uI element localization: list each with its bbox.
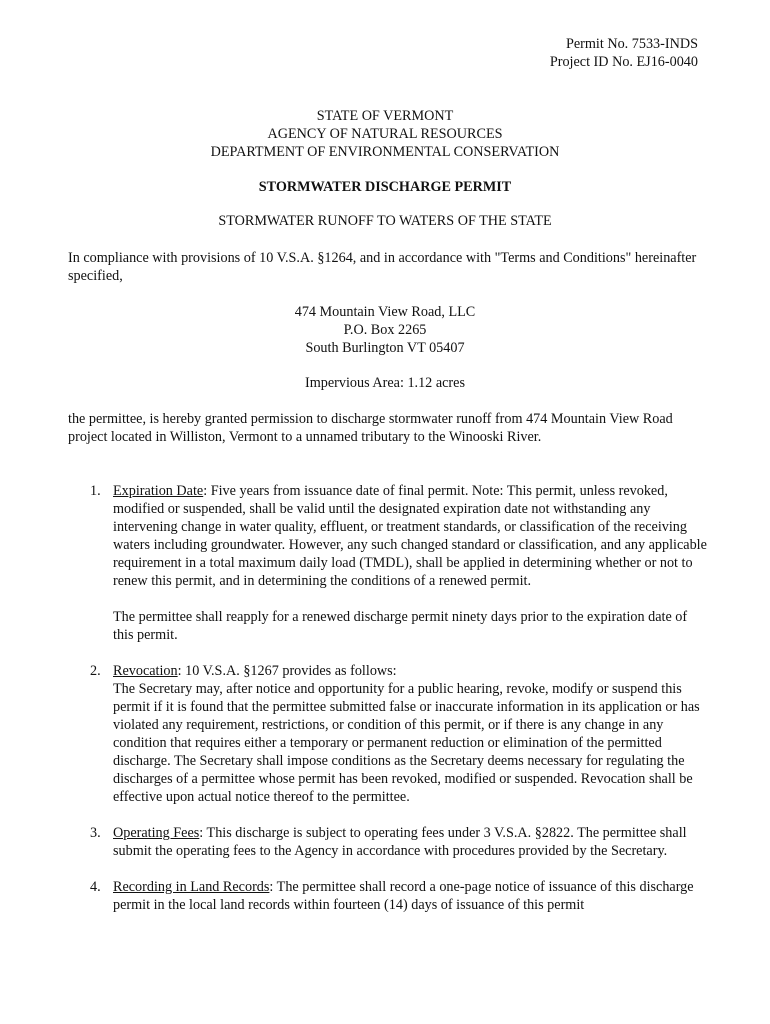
item-body: : Five years from issuance date of final permit. Note: This permit, unless revoked, modified or suspended, shall be valid until the designated expiration date not withstanding any intervening change in water quality, effluent, or treatment standards, or classification of the receiving waters including groundwater. However, any such changed standard or classification, and any applicable requirement in a total maximum daily load (TMDL), shall be applied in determining whether or not to renew this permit, and in determining the conditions of a renewed permit. [113, 483, 707, 589]
item-number: 2. [90, 663, 101, 679]
item-text [113, 878, 708, 914]
permittee-city: South Burlington VT 05407 [305, 340, 465, 356]
permit-identifiers [550, 35, 698, 71]
grant-paragraph: the permittee, is hereby granted permission to discharge stormwater runoff from 474 Mountain View Road project located in Williston, Vermont to a unnamed tributary to the Winooski River. [68, 411, 673, 445]
item-number: 4. [90, 879, 101, 895]
item-body: : This discharge is subject to operating fees under 3 V.S.A. §2822. The permittee shall submit the operating fees to the Agency in accordance with procedures provided by the Secretary. [113, 825, 687, 859]
item-body: : The permittee shall record a one-page notice of issuance of this discharge permit in the local land records within fourteen (14) days of issuance of this permit [113, 879, 694, 913]
impervious-area: Impervious Area: 1.12 acres [305, 375, 465, 391]
item-heading: Expiration Date [113, 483, 204, 499]
agency-name: AGENCY OF NATURAL RESOURCES [267, 126, 503, 142]
item-quoted-text: The Secretary may, after notice and opportunity for a public hearing, revoke, modify or suspend this permit if it is found that the permittee submitted false or inaccurate information in its application or has violated any requirement, restrictions, or condition of this permit, or if there is any change in any condition that requires either a temporary or permanent reduction or elimination of the permitted discharge. The Secretary shall impose conditions as the Secretary deems necessary for regulating the discharges of a permittee whose permit has been revoked, modified or suspended. Revocation shall be effective upon actual notice thereof to the permittee. [113, 681, 700, 805]
item-text [113, 824, 708, 860]
item-heading: Revocation [113, 663, 178, 679]
condition-item-fees [68, 824, 708, 860]
condition-item-land-records [68, 878, 708, 914]
project-id: Project ID No. EJ16-0040 [549, 54, 698, 70]
item-number: 3. [90, 825, 101, 841]
condition-item-expiration [68, 482, 708, 644]
permittee-address [0, 303, 770, 357]
item-heading: Recording in Land Records [113, 879, 270, 895]
permit-title: STORMWATER DISCHARGE PERMIT [258, 179, 512, 195]
conditions-list [68, 482, 708, 932]
item-number: 1. [90, 483, 101, 499]
permit-subtitle: STORMWATER RUNOFF TO WATERS OF THE STATE [218, 213, 552, 229]
item-text [113, 482, 708, 590]
permit-number: Permit No. 7533-INDS [565, 36, 698, 52]
agency-block [0, 107, 770, 161]
compliance-paragraph: In compliance with provisions of 10 V.S.A. §1264, and in accordance with "Terms and Conditions" hereinafter specified, [68, 250, 697, 284]
state-name: STATE OF VERMONT [316, 108, 454, 124]
item-text [113, 662, 708, 680]
permittee-po-box: P.O. Box 2265 [343, 322, 427, 338]
department-name: DEPARTMENT OF ENVIRONMENTAL CONSERVATION [210, 144, 560, 160]
permittee-name: 474 Mountain View Road, LLC [294, 304, 476, 320]
item-extra: The permittee shall reapply for a renewed discharge permit ninety days prior to the expiration date of this permit. [113, 609, 688, 643]
condition-item-revocation [68, 662, 708, 806]
item-body: : 10 V.S.A. §1267 provides as follows: [177, 663, 397, 679]
item-heading: Operating Fees [113, 825, 200, 841]
